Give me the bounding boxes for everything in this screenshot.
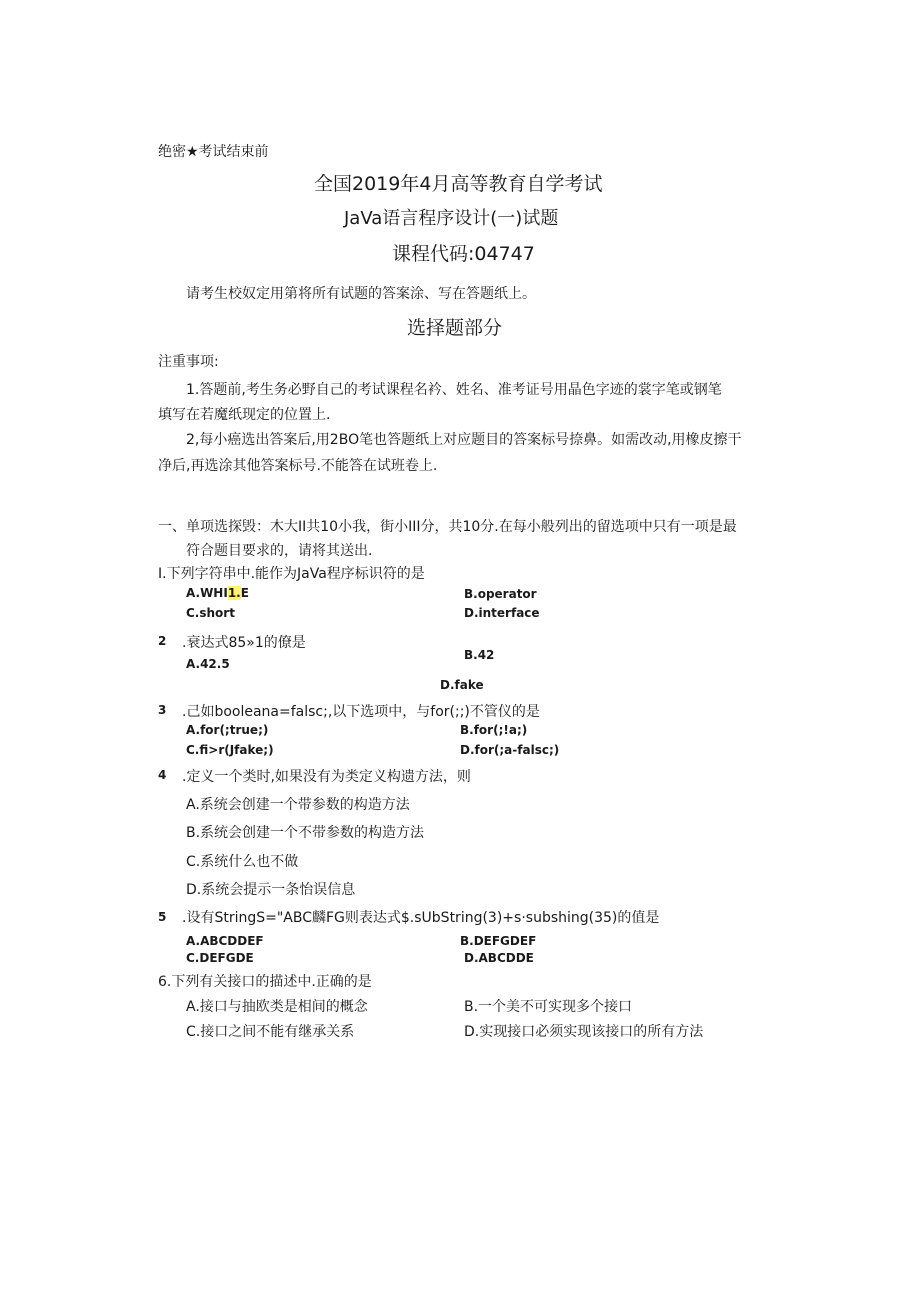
q1-option-a-part: A.WHI	[186, 586, 228, 600]
exam-title: 全国2019年4月高等教育自学考试	[314, 173, 603, 195]
question-3-stem: .己如booleana=falsc;,以下选项中，与for(;;)不管仪的是	[182, 704, 540, 720]
question-2-number: 2	[158, 634, 167, 648]
q6-option-a: A.接口与抽欧类是相间的概念	[186, 999, 368, 1015]
q3-option-b: B.for(;!a;)	[460, 723, 528, 737]
q5-option-d: D.ABCDDE	[464, 951, 534, 965]
question-5-stem: .设有StringS="ABC麟FG则表达式$.sUbString(3)+s·subshing(35)的值是	[182, 910, 660, 926]
q1-option-d: D.interface	[464, 606, 540, 620]
q2-option-a: A.42.5	[186, 657, 230, 671]
q5-option-a: A.ABCDDEF	[186, 934, 264, 948]
question-4-stem: .定义一个类时,如果没有为类定义构遗方法，则	[182, 769, 471, 785]
answer-instruction: 请考生校奴定用第将所有试题的答案涂、写在答题纸上。	[186, 286, 536, 302]
secret-label: 绝密★考试结束前	[158, 144, 269, 160]
q1-option-a	[186, 586, 249, 600]
part1-instruction-line-2: 符合题目要求的，请将其送出.	[186, 543, 373, 559]
q3-option-a: A.for(;true;)	[186, 723, 269, 737]
q1-option-c: C.short	[186, 606, 235, 620]
exam-subtitle: JaVa语言程序设计(一)试题	[344, 208, 559, 229]
q1-option-a-part: E	[240, 586, 249, 600]
note-1-line-1: 1.答题前,考生务必野自己的考试课程名衿、姓名、准考证号用晶色字迹的裳字笔或钢笔	[186, 382, 722, 398]
section-title: 选择题部分	[407, 317, 503, 339]
q4-option-d: D.系统会提示一条怡误信息	[186, 882, 356, 898]
q2-option-d: D.fake	[440, 678, 484, 692]
q5-option-c: C.DEFGDE	[186, 951, 254, 965]
note-2-line-1: 2,每小癌选出答案后,用2BO笔也答题纸上对应题目的答案标号捺鼻。如需改动,用橡皮擦干	[186, 432, 742, 448]
question-3-number: 3	[158, 703, 167, 717]
note-1-line-2: 填写在若魔纸现定的位置上.	[158, 407, 331, 423]
question-2-stem: .衰达式85»1的僚是	[182, 635, 306, 651]
q2-option-b: B.42	[464, 648, 495, 662]
q4-option-b: B.系统会创建一个不带参数的构造方法	[186, 825, 425, 841]
notes-heading: 注重事项:	[158, 354, 219, 370]
highlight-mark: 1.	[227, 586, 241, 600]
question-5-number: 5	[158, 910, 167, 924]
q6-option-d: D.实现接口必须实现该接口的所有方法	[464, 1024, 704, 1040]
q4-option-c: C.系统什么也不做	[186, 854, 299, 870]
q6-option-b: B.一个美不可实现多个接口	[464, 999, 633, 1015]
q6-option-c: C.接口之间不能有继承关系	[186, 1024, 355, 1040]
q5-option-b: B.DEFGDEF	[460, 934, 537, 948]
note-2-line-2: 净后,再选涂其他答案标号.不能答在试班卷上.	[158, 458, 438, 474]
q3-option-c: C.fi>r(Jfake;)	[186, 743, 274, 757]
course-code: 课程代码:04747	[392, 243, 535, 265]
q4-option-a: A.系统会创建一个带参数的构造方法	[186, 797, 410, 813]
question-1-stem: I.下列字符串中.能作为JaVa程序标识符的是	[158, 566, 425, 582]
q1-option-b: B.operator	[464, 587, 537, 601]
part1-instruction-line-1: 一、单项选探毁：木大II共10小我，街小III分，共10分.在每小般列出的留选项中只有一项是最	[158, 519, 737, 535]
question-4-number: 4	[158, 768, 167, 782]
question-6-stem: 6.下列有关接口的描述中.正确的是	[158, 974, 372, 990]
q3-option-d: D.for(;a-falsc;)	[460, 743, 560, 757]
